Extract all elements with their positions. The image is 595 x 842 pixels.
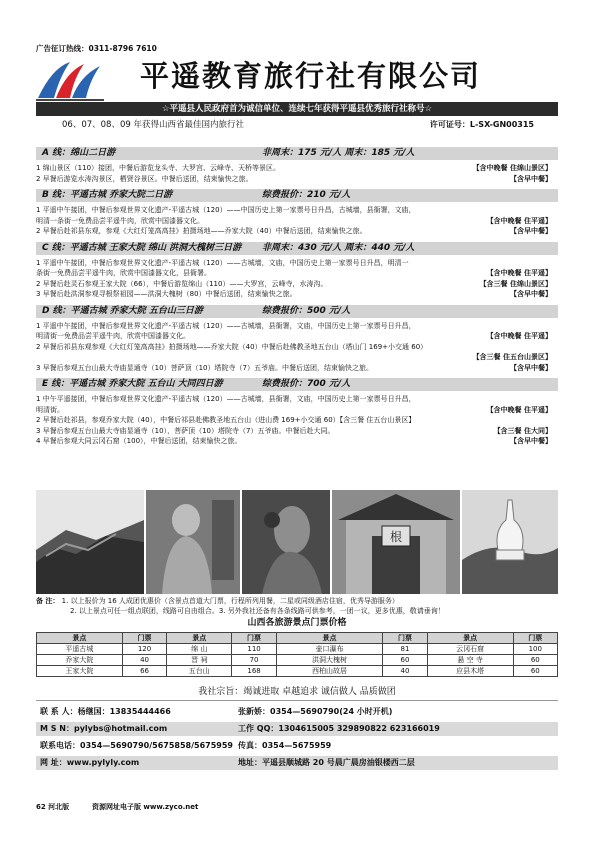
contact-primary: 联系电话：0354—5690790/5675858/5675959 [40, 741, 234, 750]
ticket-cell: 66 [122, 666, 166, 677]
grotto-statue-photo [242, 490, 330, 594]
ticket-cell: 晋 祠 [167, 655, 232, 666]
ticket-price-table [36, 632, 558, 677]
route-price: 非周末：175 元/人 周末：185 元/人 [262, 148, 415, 158]
itinerary-text: 1 平遥中午接团，中餐后参观世界文化遗产-平遥古城（120）——古城墙，县衙署，文庙，中国历史上第一家票号日升昌， [36, 321, 416, 330]
itinerary-text: 明清街。 [36, 405, 64, 414]
itinerary-text: 明清街一免费品尝平遥牛肉，欣赏中国漆器文化。 [36, 332, 190, 340]
itinerary-line [36, 280, 558, 289]
ticket-cell: 60 [383, 655, 427, 666]
itinerary-line [36, 395, 558, 404]
ticket-cell: 悬 空 寺 [427, 655, 513, 666]
contact-secondary: 张新娇：0354—5690790(24 小时开机) [238, 707, 393, 716]
itinerary-line [36, 406, 558, 415]
itinerary-line [36, 227, 558, 236]
ticket-cell: 云冈石窟 [427, 644, 513, 655]
ticket-cell: 110 [232, 644, 276, 655]
itinerary-text: 2 早餐后赴祁县，参观乔家大院（40），中餐后祁县赴佛教圣地五台山（进山费 169+小交通 60）【含三餐 住五台山景区】 [36, 416, 416, 424]
itinerary-meals: 【含早中餐】 [510, 290, 552, 298]
ticket-cell: 100 [513, 644, 557, 655]
route-title: D 线：平遥古城 乔家大院 五台山三日游 [42, 305, 203, 316]
itinerary-line [36, 416, 558, 425]
route-price: 综费报价：210 元/人 [262, 190, 351, 200]
ticket-cell: 洪洞大槐树 [276, 655, 383, 666]
award-text: 06、07、08、09 年获得山西省最佳国内旅行社 [62, 120, 244, 130]
itinerary-meals: 【含早中餐】 [510, 363, 552, 372]
itinerary-line [36, 332, 558, 341]
route-header [36, 305, 558, 318]
ticket-cell: 40 [122, 655, 166, 666]
itinerary-text: 3 早餐后参观五台山最大寺庙显通寺（10）菩萨顶（10）塔院寺（7）五爷庙。中餐后送团，结束愉快之旅。 [36, 363, 373, 372]
itinerary-line [36, 206, 558, 215]
contact-row [36, 705, 558, 719]
itinerary-text: 明清一条街一免费品尝平遥牛肉，欣赏中国漆器文化。 [36, 216, 204, 225]
route-title: E 线：平遥古城 乔家大院 五台山 大同四日游 [42, 379, 223, 389]
award-line [36, 117, 558, 133]
contact-primary: 网 址：www.pylyly.com [40, 758, 140, 767]
archway-photo [332, 490, 460, 594]
route-header [36, 189, 558, 202]
license-number: 许可证号：L-SX-GN00315 [429, 120, 534, 129]
ticket-cell: 西柏山故居 [276, 666, 383, 677]
itinerary-meals: 【含中晚餐 住平遥】 [486, 269, 552, 277]
note-2: 2. 以上景点可任一组点联团，线路可自由组合。3. 另外我社还备有各条线路可供参考，一团一议，更多优惠，敬请垂询！ [70, 607, 445, 615]
note-1-text: 1. 以上报价为 16 人成团优惠价（含景点首道大门票，行程所列用餐，二星或同级酒店住宿，优秀导游服务） [61, 597, 399, 605]
ticket-cell: 40 [383, 666, 427, 677]
ticket-header-cell: 景点 [37, 633, 123, 644]
ticket-cell: 王家大院 [37, 666, 123, 677]
company-logo [34, 58, 106, 102]
ticket-header-cell: 门票 [232, 633, 276, 644]
itinerary-line [36, 259, 558, 268]
ticket-header-cell: 景点 [427, 633, 513, 644]
page-number: 62 河北版 [36, 803, 70, 811]
route-price: 综费报价：500 元/人 [262, 305, 351, 316]
contact-primary: 联 系 人：杨继国：13835444466 [40, 707, 171, 716]
ticket-header-cell: 门票 [513, 633, 557, 644]
company-motto: 我社宗旨：竭诚进取 卓越追求 诚信做人 品质做团 [36, 687, 558, 701]
ticket-header-cell: 门票 [122, 633, 166, 644]
ticket-cell: 平遥古城 [37, 644, 123, 655]
ticket-cell: 乔家大院 [37, 655, 123, 666]
contact-row [36, 722, 558, 736]
itinerary-text: 2 早餐后祁县东观参观《大红灯笼高高挂》拍摄场地——乔家大院（40）中餐后赴佛教圣地五台山（塔山门 169+小交通 60） [36, 342, 428, 351]
itinerary-meals: 【含中晚餐 住平遥】 [486, 405, 552, 414]
note-label: 备 注： [36, 597, 60, 605]
ad-hotline: 广告征订热线：0311-8796 7610 [36, 44, 157, 53]
slogan-bar: ☆平遥县人民政府首为诚信单位、连续七年获得平遥县优秀旅行社称号☆ [36, 102, 558, 116]
ticket-cell: 绵 山 [167, 644, 232, 655]
ticket-table-header [37, 633, 558, 644]
itinerary-text: 1 平遥中午接团，中餐后参观世界文化遗产-平遥古城（120）——古城墙，文庙，中国历史上第一家票号日升昌，明清一 [36, 258, 409, 267]
contact-secondary: 地址：平遥县顺城路 20 号晨广晨房油银楼西二层 [238, 758, 415, 767]
itinerary-line [36, 290, 558, 299]
itinerary-line [36, 427, 558, 436]
ticket-cell: 168 [232, 666, 276, 677]
itinerary-meals: 【含三餐 住大同】 [493, 426, 552, 435]
itinerary-meals: 【含早中餐】 [510, 227, 552, 235]
contact-secondary: 工作 QQ：1304615005 329890822 623166019 [238, 724, 440, 733]
ticket-cell: 120 [122, 644, 166, 655]
itinerary-text: 2 早餐后赴祁县东观，参观《大红灯笼高高挂》拍摄场地——乔家大院（40）中餐后送团，结束愉快之旅。 [36, 227, 367, 235]
route-price: 综费报价：700 元/人 [262, 379, 351, 389]
contact-row [36, 756, 558, 770]
itinerary-line [36, 175, 558, 184]
ticket-cell: 70 [232, 655, 276, 666]
itinerary-line [36, 322, 558, 331]
great-wall-photo [36, 490, 144, 594]
itinerary-line [36, 217, 558, 226]
itinerary-text: 1 绵山景区（110）接团，中餐后游览龙头寺、大罗宫、云峰寺、天桥等景区。 [36, 164, 281, 172]
ticket-cell: 81 [383, 644, 427, 655]
route-title: A 线：绵山二日游 [42, 148, 116, 158]
route-price: 非周末：430 元/人 周末：440 元/人 [262, 242, 415, 253]
contact-row [36, 739, 558, 753]
itinerary-line [36, 269, 558, 278]
itinerary-meals: 【含中晚餐 住平遥】 [486, 332, 552, 340]
ticket-cell: 60 [513, 666, 557, 677]
itinerary-line [36, 343, 558, 352]
itinerary-meals: 【含中晚餐 住平遥】 [486, 216, 552, 225]
table-row [37, 644, 558, 655]
itinerary-meals: 【含三餐 住绵山景区】 [479, 279, 552, 288]
ticket-header-cell: 门票 [383, 633, 427, 644]
contact-secondary: 传真：0354—5675959 [238, 741, 332, 750]
itinerary-line [36, 437, 558, 446]
route-title: C 线：平遥古城 王家大院 绵山 洪洞大槐树三日游 [42, 242, 242, 253]
itinerary-text: 2 早餐后游览水涛沟景区，栖贤谷景区。中餐后送团，结束愉快之旅。 [36, 174, 253, 183]
contact-primary: M S N：pylybs@hotmail.com [40, 724, 168, 733]
ticket-cell: 五台山 [167, 666, 232, 677]
table-row [37, 655, 558, 666]
itinerary-line [36, 364, 558, 373]
itinerary-meals: 【含三餐 住五台山景区】 [472, 353, 552, 361]
ticket-cell: 壶口瀑布 [276, 644, 383, 655]
photo-strip [36, 490, 558, 594]
route-title: B 线：平遥古城 乔家大院二日游 [42, 190, 173, 200]
itinerary-meals: 【含早中餐】 [510, 174, 552, 183]
ticket-cell: 应县木塔 [427, 666, 513, 677]
buddha-statue-photo [146, 490, 240, 594]
itinerary-text: 4 早餐后参观大同云冈石窟（100），中餐后送团，结束愉快之旅。 [36, 437, 242, 445]
ticket-cell: 60 [513, 655, 557, 666]
svg-text:根: 根 [389, 530, 403, 544]
itinerary-text: 1 中午平遥接团，中餐后参观世界文化遗产-平遥古城（120）——古城墙，县衙署，文庙，中国历史上第一家票号日升昌， [36, 395, 416, 403]
ticket-header-cell: 景点 [167, 633, 232, 644]
itinerary-text: 条街一免费品尝平遥牛肉，欣赏中国漆器文化，县衙署。 [36, 269, 211, 277]
itinerary-text: 3 早餐后参观五台山最大寺庙显通寺（10），菩萨顶（10）塔院寺（7）五爷庙。中餐后赴大同。 [36, 426, 335, 435]
route-header [36, 147, 558, 160]
itinerary-meals: 【含早中餐】 [510, 437, 552, 445]
white-pagoda-photo [462, 490, 558, 594]
route-header [36, 242, 558, 255]
itinerary-text: 3 早餐后赴洪洞参观寻根祭祖园——洪洞大槐树（80）中餐后送团，结束愉快之旅。 [36, 290, 297, 298]
itinerary-text: 1 平遥中午接团，中餐后参观世界文化遗产-平遥古城（120）——中国历史上第一家票号日升昌，古城墙，县衙署，文庙， [36, 206, 416, 214]
itinerary-text: 2 早餐后赴灵石参观王家大院（66），中餐后游览绵山（110）——大罗宫，云峰寺，水涛沟。 [36, 279, 328, 288]
footer-website: 资源网址电子版 www.zyco.net [92, 803, 199, 811]
ticket-header-cell: 景点 [276, 633, 383, 644]
ticket-table-title: 山西各旅游景点门票价格 [247, 618, 347, 628]
note-1 [36, 597, 558, 606]
table-row [37, 666, 558, 677]
route-header [36, 378, 558, 391]
itinerary-line [36, 164, 558, 173]
itinerary-meals: 【含中晚餐 住绵山景区】 [472, 164, 552, 172]
company-name: 平遥教育旅行社有限公司 [140, 59, 482, 93]
